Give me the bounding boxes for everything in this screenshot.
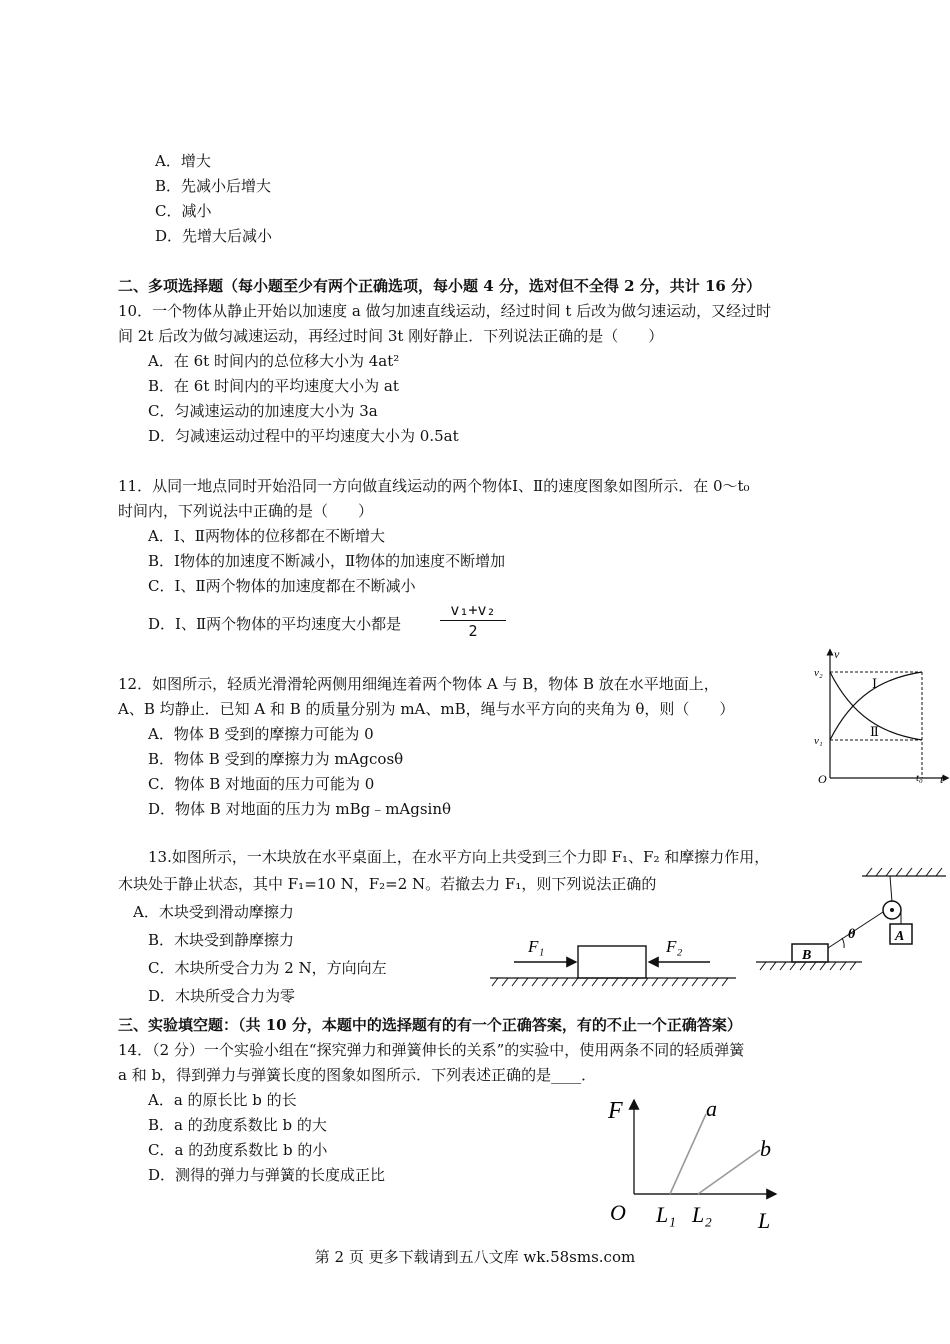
- q14-option-d: D．测得的弹力与弹簧的长度成正比: [148, 1166, 386, 1184]
- vt-label-origin: O: [818, 772, 827, 786]
- label-B: B: [802, 948, 812, 963]
- vt-label-t0: t₀: [916, 772, 923, 784]
- q11-option-d: D．Ⅰ、Ⅱ两个物体的平均速度大小都是: [148, 615, 402, 633]
- q11-option-c: C．Ⅰ、Ⅱ两个物体的加速度都在不断减小: [148, 577, 416, 595]
- q14-option-b: B．a 的劲度系数比 b 的大: [148, 1116, 327, 1134]
- q12-option-d: D．物体 B 对地面的压力为 mBg﹣mAgsinθ: [148, 800, 452, 818]
- q9-option-d: D．先增大后减小: [155, 227, 273, 245]
- ceiling-hatch: [866, 868, 942, 876]
- q11-fraction-denominator: 2: [468, 622, 478, 640]
- q11-option-b: B．Ⅰ物体的加速度不断减小，Ⅱ物体的加速度不断增加: [148, 552, 506, 570]
- rope-to-B: [828, 912, 883, 948]
- q12-stem-line1: 12．如图所示，轻质光滑滑轮两侧用细绳连着两个物体 A 与 B，物体 B 放在水平地面上，: [118, 675, 719, 693]
- spring-label-L2: L₂: [692, 1202, 712, 1227]
- pulley-figure: [752, 866, 948, 976]
- q11-option-a: A．Ⅰ、Ⅱ两物体的位移都在不断增大: [148, 527, 385, 545]
- pulley-support: [890, 876, 892, 902]
- vt-label-v: v: [834, 647, 840, 661]
- q14-option-a: A．a 的原长比 b 的长: [148, 1091, 297, 1109]
- vt-label-I: Ⅰ: [872, 676, 878, 691]
- q13-option-c: C．木块所受合力为 2 N，方向向左: [148, 959, 387, 977]
- vt-label-v2: v₂: [814, 667, 823, 679]
- spring-line-b: [698, 1150, 760, 1194]
- section3-title: 三、实验填空题：（共 10 分，本题中的选择题有的有一个正确答案，有的不止一个正确答案）: [118, 1016, 742, 1034]
- label-A: A: [895, 929, 905, 944]
- spring-line-a: [670, 1114, 706, 1194]
- spring-label-b: b: [760, 1136, 771, 1161]
- vt-label-t: t: [940, 772, 944, 786]
- q14-stem-line1: 14．（2 分）一个实验小组在“探究弹力和弹簧伸长的关系”的实验中，使用两条不同的轻质弹簧: [118, 1041, 745, 1059]
- q11-fraction-numerator: v₁+v₂: [440, 600, 506, 621]
- block-forces-figure: [486, 928, 738, 990]
- spring-label-F: F: [608, 1098, 623, 1124]
- spring-label-L: L: [758, 1208, 771, 1233]
- q11-fraction: [440, 600, 506, 641]
- vt-label-II: Ⅱ: [870, 724, 879, 739]
- label-F2: F₂: [666, 937, 683, 956]
- q12-option-a: A．物体 B 受到的摩擦力可能为 0: [148, 725, 374, 743]
- q14-stem-line2: a 和 b，得到弹力与弹簧长度的图象如图所示．下列表述正确的是____．: [118, 1066, 597, 1084]
- q9-option-c: C．减小: [155, 202, 212, 220]
- q11-stem-line1: 11．从同一地点同时开始沿同一方向做直线运动的两个物体Ⅰ、Ⅱ的速度图象如图所示．在 0～t₀: [118, 477, 750, 495]
- q12-stem-line2: A、B 均静止．已知 A 和 B 的质量分别为 mA、mB，绳与水平方向的夹角为 θ，则（ ）: [118, 700, 735, 718]
- q9-option-a: A．增大: [155, 152, 211, 170]
- q10-stem-line1: 10．一个物体从静止开始以加速度 a 做匀加速直线运动，经过时间 t 后改为做匀速运动，又经过时: [118, 302, 772, 320]
- q14-option-c: C．a 的劲度系数比 b 的小: [148, 1141, 328, 1159]
- vt-label-v1: v₁: [814, 735, 823, 747]
- q10-option-c: C．匀减速运动的加速度大小为 3a: [148, 402, 378, 420]
- q13-option-b: B．木块受到静摩擦力: [148, 931, 295, 949]
- q13-stem-line1: 13.如图所示，一木块放在水平桌面上，在水平方向上共受到三个力即 F₁、F₂ 和摩擦力作用，: [148, 848, 770, 866]
- q13-option-a: A．木块受到滑动摩擦力: [133, 903, 294, 921]
- q13-stem-line2: 木块处于静止状态，其中 F₁=10 N，F₂=2 N。若撤去力 F₁，则下列说法正确的: [118, 875, 657, 893]
- q10-option-d: D．匀减速运动过程中的平均速度大小为 0.5at: [148, 427, 459, 445]
- q12-option-b: B．物体 B 受到的摩擦力为 mAgcosθ: [148, 750, 404, 768]
- angle-arc: [842, 938, 844, 948]
- spring-graph-figure: [600, 1090, 790, 1235]
- q10-option-a: A．在 6t 时间内的总位移大小为 4at²: [148, 352, 400, 370]
- q10-option-b: B．在 6t 时间内的平均速度大小为 at: [148, 377, 399, 395]
- q13-option-d: D．木块所受合力为零: [148, 987, 296, 1005]
- label-F1: F₁: [528, 937, 545, 956]
- label-theta: θ: [848, 927, 856, 942]
- vt-graph-figure: [812, 646, 950, 786]
- spring-label-origin: O: [610, 1200, 626, 1225]
- q11-stem-line2: 时间内，下列说法中正确的是（ ）: [118, 502, 374, 520]
- table-hatch: [492, 978, 728, 986]
- q10-stem-line2: 间 2t 后改为做匀减速运动，再经过时间 3t 刚好静止．下列说法正确的是（ ）: [118, 327, 664, 345]
- section2-title: 二、多项选择题（每小题至少有两个正确选项，每小题 4 分，选对但不全得 2 分，共计 16 分）: [118, 277, 762, 295]
- wood-block: [578, 946, 646, 978]
- pulley-axle: [890, 908, 894, 912]
- ground-hatch: [760, 962, 856, 970]
- q9-option-b: B．先减小后增大: [155, 177, 272, 195]
- q12-option-c: C．物体 B 对地面的压力可能为 0: [148, 775, 375, 793]
- spring-label-L1: L₁: [656, 1202, 676, 1227]
- page-footer: 第 2 页 更多下载请到五八文库 wk.58sms.com: [314, 1248, 636, 1266]
- spring-label-a: a: [706, 1096, 717, 1121]
